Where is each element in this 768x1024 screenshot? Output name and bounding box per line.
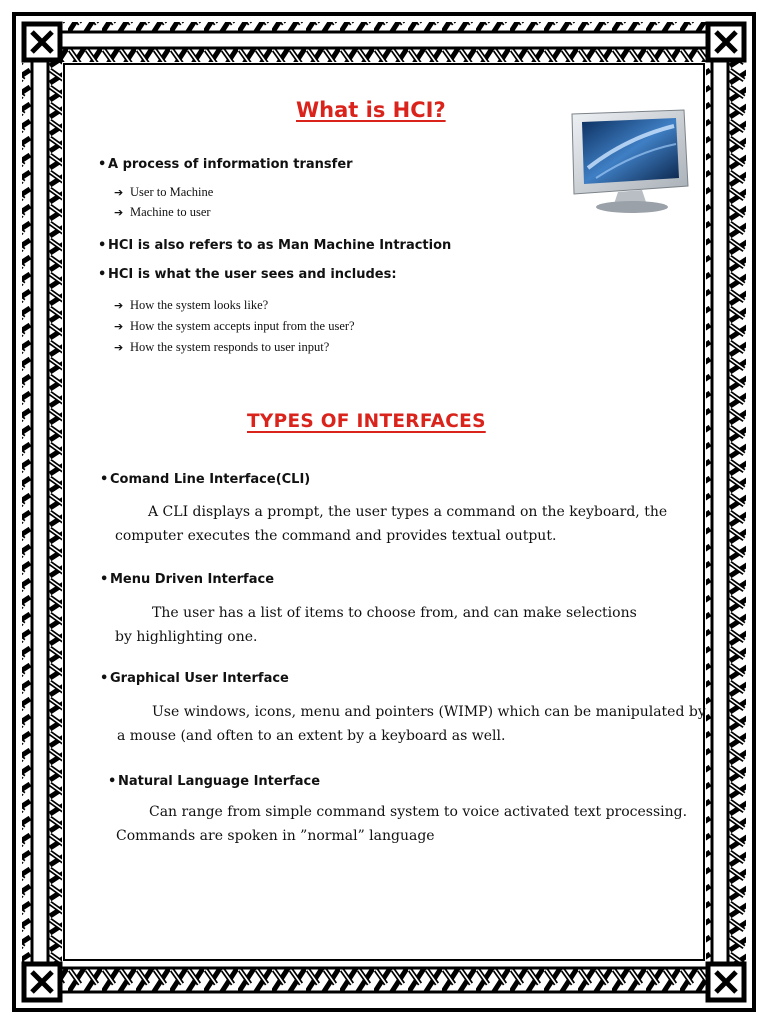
heading-menu-driven: • Menu Driven Interface [100, 572, 275, 587]
bullet-icon: • [98, 238, 107, 253]
paragraph-natural-language: Can range from simple command system to voice activated text processing. Commands are spoken in ”normal” language [116, 804, 688, 844]
paragraph-cli: A CLI displays a prompt, the user types a command on the keyboard, the computer executes the command and provides textual output. [115, 504, 668, 544]
bullet-icon: • [100, 572, 109, 587]
list-item: ➔ Machine to user [114, 205, 211, 219]
list-item: ➔ User to Machine [114, 185, 214, 199]
paragraph-gui: Use windows, icons, menu and pointers (WIMP) which can be manipulated by a mouse (and often to an extent by a keyboard as well. [117, 704, 706, 744]
arrow-right-icon: ➔ [114, 206, 124, 219]
bullet-icon: • [98, 157, 107, 172]
section-title-types: TYPES OF INTERFACES [247, 411, 486, 432]
heading-gui: • Graphical User Interface [100, 671, 289, 686]
bullet-icon: • [100, 671, 109, 686]
bullet-information-transfer: • A process of information transfer [98, 157, 353, 172]
heading-natural-language: • Natural Language Interface [108, 774, 321, 789]
page-title: What is HCI? [296, 98, 446, 122]
bullet-man-machine: • HCI is also refers to as Man Machine Intraction [98, 238, 452, 253]
list-item: ➔ How the system looks like? [114, 298, 269, 312]
list-item: ➔ How the system accepts input from the user? [114, 319, 355, 333]
bullet-icon: • [100, 472, 109, 487]
bullet-what-user-sees: • HCI is what the user sees and includes: [98, 267, 397, 282]
arrow-right-icon: ➔ [114, 299, 124, 312]
computer-monitor-icon [566, 108, 696, 214]
bullet-icon: • [98, 267, 107, 282]
list-item: ➔ How the system responds to user input? [114, 340, 330, 354]
arrow-right-icon: ➔ [114, 320, 124, 333]
heading-cli: • Comand Line Interface(CLI) [100, 472, 311, 487]
arrow-right-icon: ➔ [114, 186, 124, 199]
arrow-right-icon: ➔ [114, 341, 124, 354]
paragraph-menu-driven: The user has a list of items to choose from, and can make selections by highlighting one. [115, 605, 637, 645]
bullet-icon: • [108, 774, 117, 789]
